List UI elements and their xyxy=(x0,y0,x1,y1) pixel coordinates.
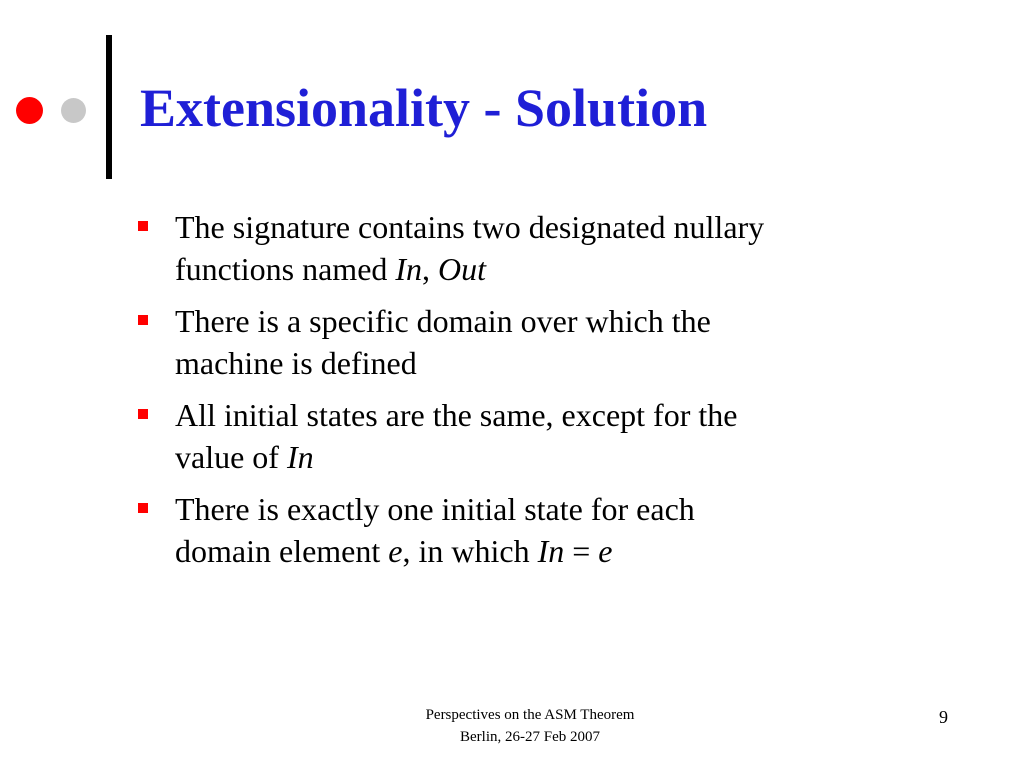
bullet-text-line xyxy=(175,342,928,384)
gray-dot-decoration xyxy=(61,98,86,123)
footer-line-1: Perspectives on the ASM Theorem xyxy=(425,707,635,723)
bullet-text-line xyxy=(175,436,928,478)
bullet-text-line xyxy=(175,300,928,342)
bullet-text: All initial states are the same, except for the xyxy=(175,397,738,433)
math-symbol: Out xyxy=(438,251,487,287)
bullet-text: The signature contains two designated nullary xyxy=(175,209,765,245)
bullet-item xyxy=(138,206,928,290)
footer xyxy=(380,704,680,748)
math-symbol: e xyxy=(388,533,403,569)
footer-line-2: Berlin, 26-27 Feb 2007 xyxy=(460,729,600,745)
red-dot-decoration xyxy=(16,97,43,124)
slide-title: Extensionality - Solution xyxy=(140,78,708,138)
bullet-text-line xyxy=(175,530,928,572)
square-bullet-icon xyxy=(138,221,148,231)
bullet-item xyxy=(138,394,928,478)
bullet-text: machine is defined xyxy=(175,345,417,381)
square-bullet-icon xyxy=(138,503,148,513)
bullet-text: value of xyxy=(175,439,287,475)
title-divider-bar xyxy=(106,35,112,179)
math-symbol: In xyxy=(537,533,565,569)
bullet-list xyxy=(138,206,928,582)
bullet-text: There is a specific domain over which the xyxy=(175,303,711,339)
page-number: 9 xyxy=(939,707,948,727)
math-symbol: e xyxy=(598,533,613,569)
math-symbol: In xyxy=(395,251,423,287)
bullet-text-line xyxy=(175,206,928,248)
bullet-item xyxy=(138,300,928,384)
bullet-text: There is exactly one initial state for each xyxy=(175,491,695,527)
square-bullet-icon xyxy=(138,409,148,419)
square-bullet-icon xyxy=(138,315,148,325)
bullet-text: domain element xyxy=(175,533,389,569)
math-symbol: In xyxy=(286,439,314,475)
bullet-item xyxy=(138,488,928,572)
bullet-text: = xyxy=(564,533,599,569)
bullet-text-line xyxy=(175,394,928,436)
bullet-text: , xyxy=(422,251,439,287)
bullet-text: functions named xyxy=(175,251,396,287)
bullet-text: , in which xyxy=(402,533,538,569)
bullet-text-line xyxy=(175,248,928,290)
bullet-text-line xyxy=(175,488,928,530)
